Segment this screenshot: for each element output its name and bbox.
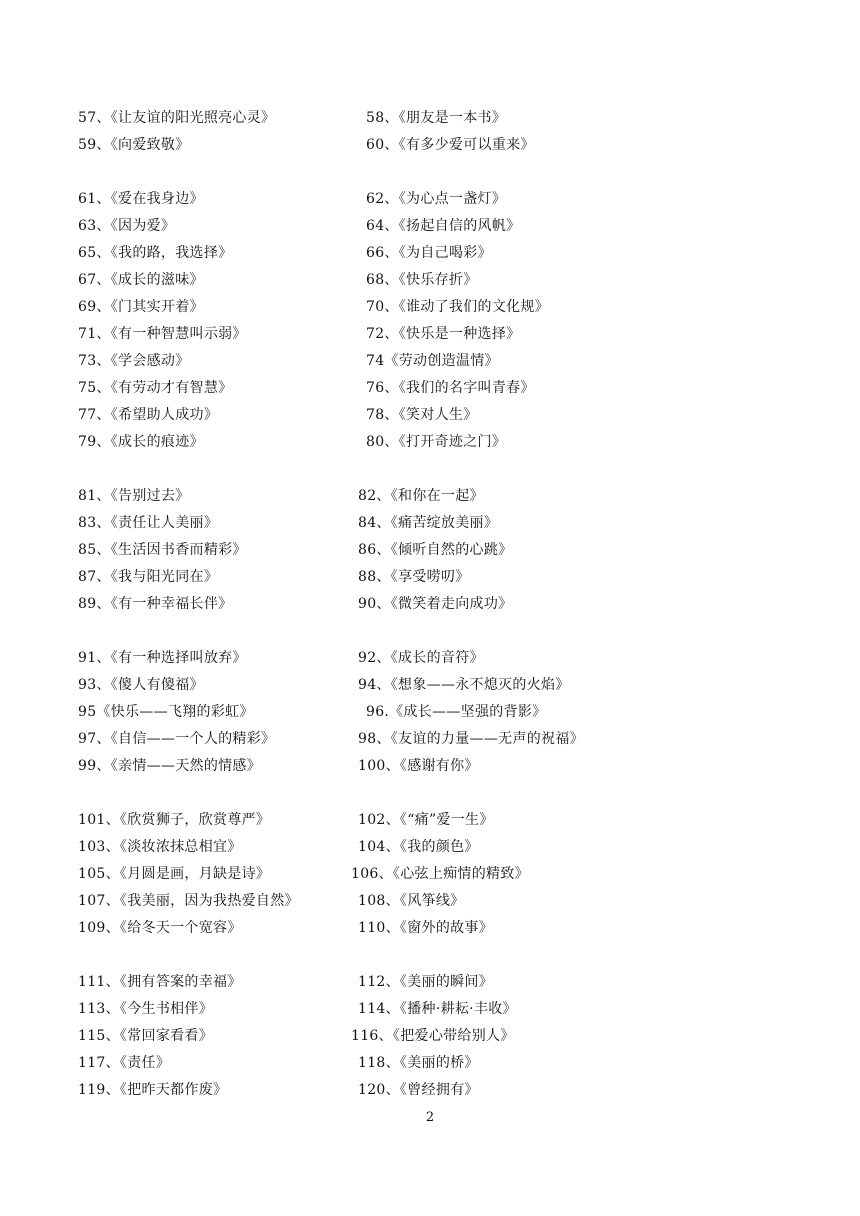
list-item-left: 87、《我与阳光同在》 (78, 569, 219, 585)
list-item-right: 62、《为心点一盏灯》 (366, 191, 507, 207)
list-item-right: 104、《我的颜色》 (358, 839, 479, 855)
list-item-left: 91、《有一种选择叫放弃》 (78, 650, 247, 666)
list-item-left: 99、《亲情——天然的情感》 (78, 758, 262, 774)
list-item-right: 92、《成长的音符》 (358, 650, 484, 666)
list-item-left: 71、《有一种智慧叫示弱》 (78, 326, 247, 342)
list-item-left: 61、《爱在我身边》 (78, 191, 204, 207)
list-item-left: 113、《今生书相伴》 (78, 1001, 214, 1017)
list-item-left: 107、《我美丽，因为我热爱自然》 (78, 893, 299, 909)
list-item-left: 79、《成长的痕迹》 (78, 434, 204, 450)
list-item-right: 106、《心弦上痴情的精致》 (351, 866, 529, 882)
list-item-right: 78、《笑对人生》 (366, 407, 478, 423)
list-item-left: 81、《告别过去》 (78, 488, 190, 504)
list-item-left: 59、《向爱致敬》 (78, 137, 190, 153)
list-item-right: 96.《成长——坚强的背影》 (366, 704, 547, 720)
list-item-right: 100、《感谢有你》 (358, 758, 479, 774)
list-item-left: 95《快乐——飞翔的彩虹》 (78, 704, 254, 720)
list-item-left: 111、《拥有答案的幸福》 (78, 974, 242, 990)
list-item-left: 75、《有劳动才有智慧》 (78, 380, 233, 396)
list-item-right: 64、《扬起自信的风帆》 (366, 218, 521, 234)
list-item-right: 98、《友谊的力量——无声的祝福》 (358, 731, 584, 747)
list-item-right: 66、《为自己喝彩》 (366, 245, 492, 261)
list-item-right: 86、《倾听自然的心跳》 (358, 542, 513, 558)
list-item-right: 76、《我们的名字叫青春》 (366, 380, 535, 396)
list-item-right: 114、《播种·耕耘·丰收》 (358, 1001, 517, 1017)
page-number: 2 (425, 1110, 435, 1125)
list-item-right: 82、《和你在一起》 (358, 488, 484, 504)
list-item-right: 116、《把爱心带给别人》 (351, 1028, 515, 1044)
list-item-left: 105、《月圆是画，月缺是诗》 (78, 866, 271, 882)
list-item-right: 70、《谁动了我们的文化规》 (366, 299, 550, 315)
list-item-right: 84、《痛苦绽放美丽》 (358, 515, 499, 531)
list-item-left: 119、《把昨天都作废》 (78, 1082, 228, 1098)
list-item-right: 68、《快乐存折》 (366, 272, 478, 288)
list-item-left: 115、《常回家看看》 (78, 1028, 214, 1044)
list-item-right: 72、《快乐是一种选择》 (366, 326, 521, 342)
list-item-left: 101、《欣赏狮子，欣赏尊严》 (78, 812, 271, 828)
list-item-left: 103、《淡妆浓抹总相宜》 (78, 839, 242, 855)
list-item-left: 57、《让友谊的阳光照亮心灵》 (78, 110, 276, 126)
list-item-left: 69、《门其实开着》 (78, 299, 204, 315)
list-item-right: 108、《风筝线》 (358, 893, 465, 909)
list-item-right: 88、《享受唠叨》 (358, 569, 470, 585)
list-item-left: 97、《自信——一个人的精彩》 (78, 731, 276, 747)
list-item-right: 80、《打开奇迹之门》 (366, 434, 507, 450)
list-item-right: 110、《窗外的故事》 (358, 920, 494, 936)
list-item-left: 63、《因为爱》 (78, 218, 176, 234)
list-item-right: 118、《美丽的桥》 (358, 1055, 479, 1071)
list-item-left: 117、《责任》 (78, 1055, 171, 1071)
list-item-left: 65、《我的路，我选择》 (78, 245, 233, 261)
list-item-left: 83、《责任让人美丽》 (78, 515, 219, 531)
list-item-left: 93、《傻人有傻福》 (78, 677, 204, 693)
list-item-left: 67、《成长的滋味》 (78, 272, 204, 288)
list-item-right: 60、《有多少爱可以重来》 (366, 137, 535, 153)
list-item-left: 77、《希望助人成功》 (78, 407, 219, 423)
list-item-left: 109、《给冬天一个宽容》 (78, 920, 242, 936)
list-item-left: 73、《学会感动》 (78, 353, 190, 369)
list-item-right: 94、《想象——永不熄灭的火焰》 (358, 677, 570, 693)
list-item-right: 90、《微笑着走向成功》 (358, 596, 513, 612)
list-item-left: 85、《生活因书香而精彩》 (78, 542, 247, 558)
list-item-right: 74《劳动创造温情》 (366, 353, 499, 369)
list-item-left: 89、《有一种幸福长伴》 (78, 596, 233, 612)
list-item-right: 102、《“痛”爱一生》 (358, 812, 494, 828)
list-item-right: 112、《美丽的瞬间》 (358, 974, 494, 990)
list-item-right: 120、《曾经拥有》 (358, 1082, 479, 1098)
list-item-right: 58、《朋友是一本书》 (366, 110, 507, 126)
